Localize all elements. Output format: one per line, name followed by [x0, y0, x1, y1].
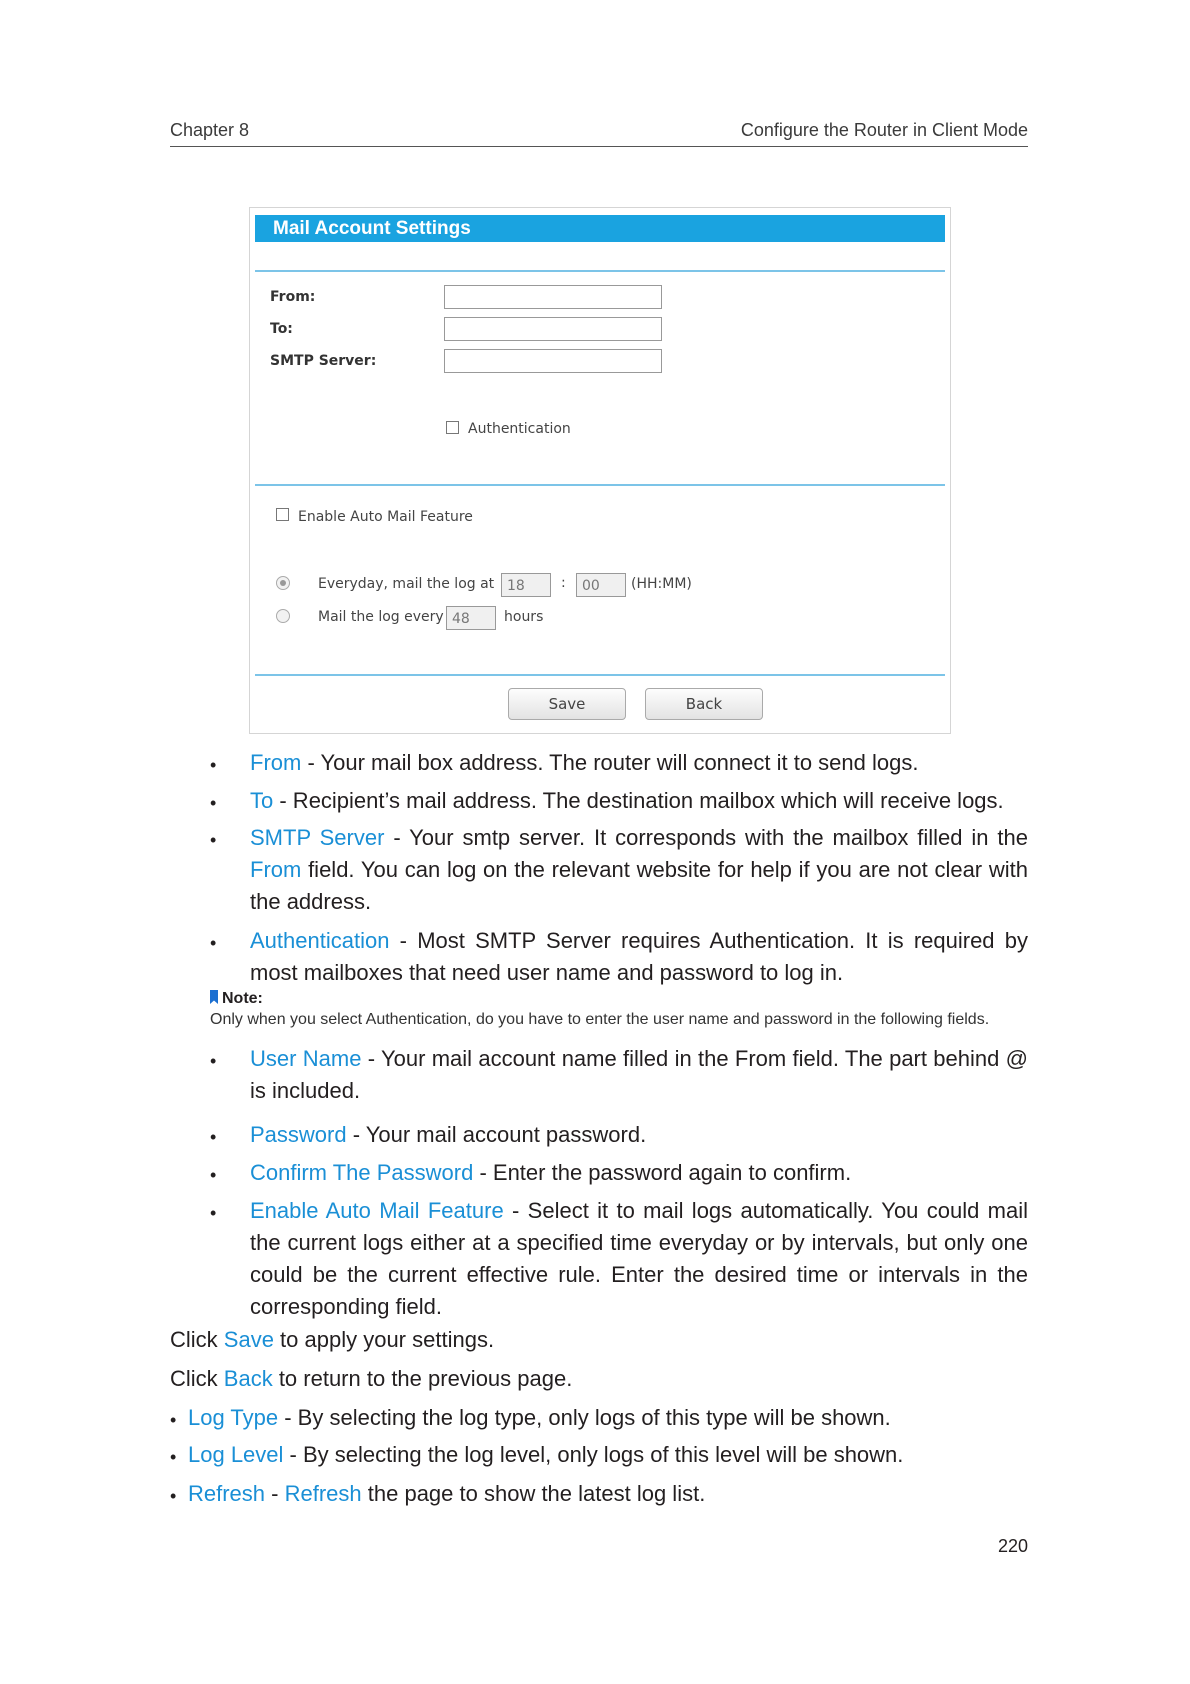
everyday-label: Everyday, mail the log at [318, 576, 495, 592]
interval-radio[interactable] [276, 609, 290, 623]
bullet-marker: • [210, 1127, 217, 1147]
bullet-marker: • [170, 1410, 177, 1430]
everyday-radio[interactable] [276, 576, 290, 590]
bullet-marker: • [210, 830, 217, 850]
panel-divider [255, 484, 945, 486]
back-button[interactable]: Back [645, 688, 763, 720]
list-item: Refresh - Refresh the page to show the latest log list. [188, 1481, 706, 1506]
list-item: Log Type - By selecting the log type, only logs of this type will be shown. [188, 1405, 891, 1430]
list-item: Password - Your mail account password. [250, 1122, 647, 1147]
bookmark-icon [210, 990, 218, 1004]
bullet-marker: • [210, 1203, 217, 1223]
authentication-checkbox[interactable] [446, 421, 459, 434]
chapter-title: Configure the Router in Client Mode [740, 120, 1028, 140]
term-link[interactable]: Authentication [250, 928, 390, 953]
note-text: Only when you select Authentication, do you have to enter the user name and password in the following fields. [210, 1011, 990, 1028]
smtp-label: SMTP Server: [270, 353, 377, 369]
to-input[interactable] [444, 317, 662, 341]
auto-mail-checkbox[interactable] [276, 508, 289, 521]
save-link[interactable]: Save [223, 1327, 274, 1352]
panel-divider [255, 674, 945, 676]
page-number: 220 [997, 1536, 1028, 1556]
bullet-marker: • [210, 1051, 217, 1071]
interval-label: Mail the log every [318, 609, 444, 625]
list-item: Authentication - Most SMTP Server requires Authentication. It is required by most mailboxes that need user name and password to log in. [250, 928, 1028, 985]
panel-title: Mail Account Settings [255, 215, 945, 242]
term-link[interactable]: To [250, 788, 274, 813]
save-button[interactable]: Save [508, 688, 626, 720]
term-link[interactable]: Password [250, 1122, 347, 1147]
bullet-marker: • [210, 933, 217, 953]
list-item: From - Your mail box address. The router will connect it to send logs. [250, 750, 919, 775]
term-link[interactable]: From [250, 750, 302, 775]
list-item: To - Recipient’s mail address. The destination mailbox which will receive logs. [250, 788, 1004, 813]
chapter-label: Chapter 8 [170, 120, 250, 140]
bullet-marker: • [210, 755, 217, 775]
mail-account-settings-panel [249, 207, 951, 734]
bullet-marker: • [170, 1486, 177, 1506]
term-link[interactable]: Refresh [284, 1481, 362, 1506]
click-back-paragraph: Click Back to return to the previous page. [170, 1366, 573, 1391]
click-save-paragraph: Click Save to apply your settings. [170, 1327, 495, 1352]
list-item: Log Level - By selecting the log level, only logs of this level will be shown. [188, 1442, 904, 1467]
header-divider [170, 146, 1028, 147]
back-link[interactable]: Back [223, 1366, 273, 1391]
term-link[interactable]: User Name [250, 1046, 362, 1071]
bullet-marker: • [170, 1447, 177, 1467]
to-label: To: [270, 321, 293, 337]
term-link[interactable]: Enable Auto Mail Feature [250, 1198, 504, 1223]
panel-divider [255, 270, 945, 272]
hours-label: hours [504, 609, 544, 625]
interval-input[interactable]: 48 [446, 606, 496, 630]
auto-mail-label: Enable Auto Mail Feature [298, 509, 473, 525]
from-input[interactable] [444, 285, 662, 309]
term-link[interactable]: Log Level [188, 1442, 284, 1467]
term-link[interactable]: Log Type [188, 1405, 279, 1430]
list-item: User Name - Your mail account name filled in the From field. The part behind @ is included. [250, 1046, 1028, 1103]
minute-input[interactable]: 00 [576, 573, 626, 597]
list-item: Enable Auto Mail Feature - Select it to mail logs automatically. You could mail the current logs either at a specified time everyday or by intervals, but only one could be the current effective rule. Enter the desired time or intervals in the corresponding field. [250, 1198, 1028, 1319]
list-item: Confirm The Password - Enter the password again to confirm. [250, 1160, 852, 1185]
hour-input[interactable]: 18 [501, 573, 551, 597]
term-link[interactable]: SMTP Server [250, 825, 385, 850]
note-heading: Note: [210, 990, 263, 1008]
authentication-label: Authentication [468, 421, 571, 437]
term-link[interactable]: Refresh [188, 1481, 266, 1506]
term-link[interactable]: Confirm The Password [250, 1160, 474, 1185]
bullet-marker: • [210, 1165, 217, 1185]
from-label: From: [270, 289, 316, 305]
bullet-marker: • [210, 793, 217, 813]
hhmm-label: (HH:MM) [631, 576, 692, 592]
smtp-input[interactable] [444, 349, 662, 373]
list-item: SMTP Server - Your smtp server. It corresponds with the mailbox filled in the From field. You can log on the relevant website for help if you are not clear with the address. [250, 825, 1029, 914]
term-link[interactable]: From [250, 857, 302, 882]
time-colon: : [561, 575, 566, 591]
